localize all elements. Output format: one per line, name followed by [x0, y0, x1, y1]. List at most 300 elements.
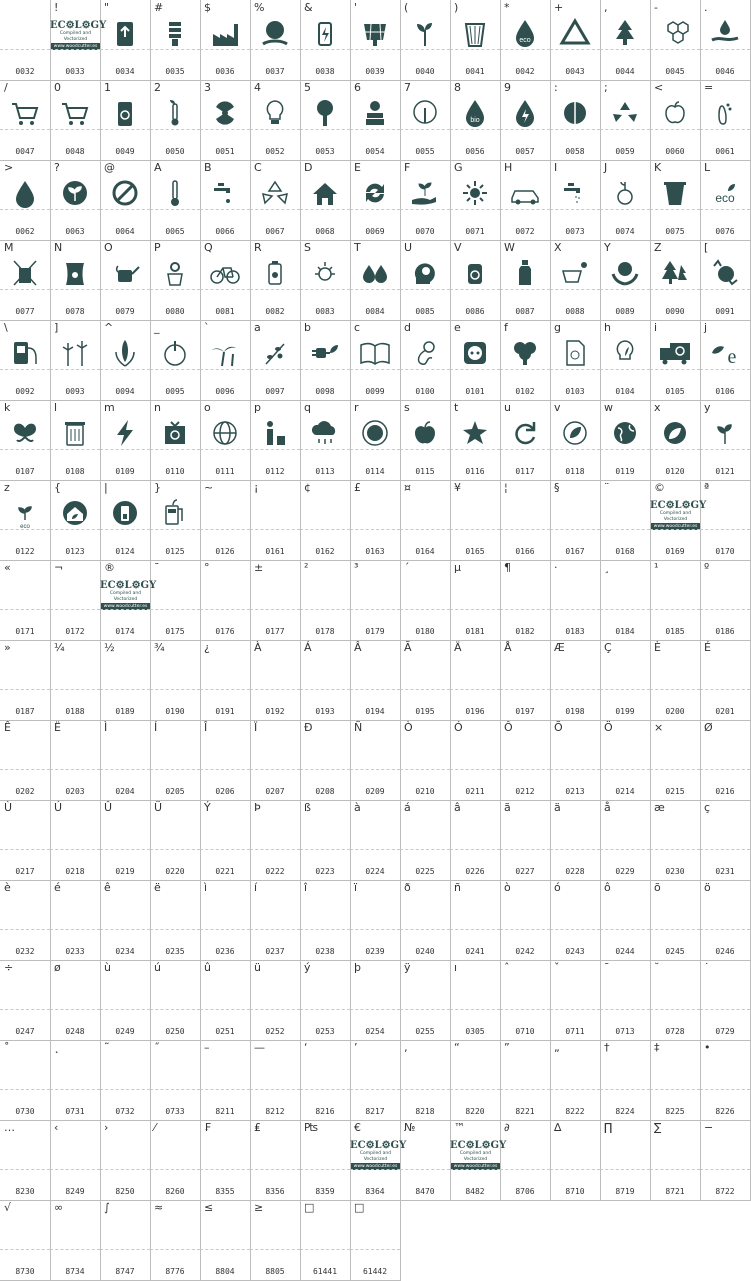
baseline-divider: [0, 609, 50, 610]
glyph-code: 8359: [315, 1187, 335, 1196]
glyph-code: 0074: [615, 227, 635, 236]
baseline-divider: [200, 1009, 250, 1010]
glyph-cell: [0, 160, 51, 241]
glyph-code: 0037: [265, 67, 285, 76]
glyph-code: 0102: [515, 387, 535, 396]
glyph-code: 0248: [65, 1027, 85, 1036]
glyph-code: 8355: [215, 1187, 235, 1196]
glyph-character: ¦: [504, 481, 508, 494]
baseline-divider: [700, 849, 750, 850]
glyph-code: 8260: [165, 1187, 185, 1196]
baseline-divider: [0, 129, 50, 130]
glyph-cell: [50, 640, 101, 721]
baseline-divider: [450, 529, 500, 530]
glyph-character: o: [204, 401, 211, 414]
glyph-character: #: [154, 1, 164, 14]
glyph-cell: [300, 400, 351, 481]
glyph-cell: [550, 1040, 601, 1121]
glyph-code: 0052: [265, 147, 285, 156]
glyph-code: 0230: [665, 867, 685, 876]
glyph-code: 0057: [515, 147, 535, 156]
apple-books-icon: [358, 96, 392, 130]
baseline-divider: [0, 1009, 50, 1010]
glyph-character: ₤: [254, 1121, 261, 1134]
glyph-code: 0196: [465, 707, 485, 716]
glyph-code: 8706: [515, 1187, 535, 1196]
glyph-code: 0218: [65, 867, 85, 876]
glyph-cell: [400, 1040, 451, 1121]
glyph-code: 8218: [415, 1107, 435, 1116]
glyph-character: N: [54, 241, 63, 254]
glyph-code: 8734: [65, 1267, 85, 1276]
glyph-code: 0213: [565, 787, 585, 796]
baseline-divider: [500, 849, 550, 850]
glyph-cell: [400, 480, 451, 561]
baseline-divider: [600, 769, 650, 770]
glyph-character: ›: [104, 1121, 109, 1134]
glyph-cell: [250, 800, 301, 881]
baseline-divider: [100, 1169, 150, 1170]
glyph-code: 0212: [515, 787, 535, 796]
baseline-divider: [250, 1009, 300, 1010]
glyph-character: h: [604, 321, 611, 334]
glyph-character: ò: [504, 881, 511, 894]
glyph-cell: [500, 1040, 551, 1121]
glyph-character: /: [4, 81, 8, 94]
glyph-character: (: [404, 1, 409, 14]
glyph-cell: [450, 0, 501, 81]
glyph-character: Ô: [504, 721, 513, 734]
baseline-divider: [700, 369, 750, 370]
glyph-cell: [400, 720, 451, 801]
baseline-divider: [0, 849, 50, 850]
glyph-cell: [350, 160, 401, 241]
eco-house-icon: [308, 176, 342, 210]
baseline-divider: [550, 49, 600, 50]
logo-title: EC⚙L⚙GY: [100, 580, 157, 591]
glyph-character: ˜: [104, 1041, 110, 1054]
glyph-code: 0053: [315, 147, 335, 156]
glyph-cell: [50, 880, 101, 961]
glyph-character: ”: [504, 1041, 510, 1054]
glyph-cell: [550, 720, 601, 801]
glyph-code: 0083: [315, 307, 335, 316]
glyph-code: 0108: [65, 467, 85, 476]
baseline-divider: [150, 289, 200, 290]
glyph-cell: [100, 560, 157, 641]
baseline-divider: [50, 49, 100, 50]
glyph-cell: [700, 400, 751, 481]
glyph-code: 0203: [65, 787, 85, 796]
glyph-cell: [400, 800, 451, 881]
glyph-code: 0113: [315, 467, 335, 476]
glyph-cell: [0, 560, 51, 641]
baseline-divider: [150, 1089, 200, 1090]
glyph-cell: [250, 160, 301, 241]
baseline-divider: [350, 929, 400, 930]
lightning-icon: [108, 416, 142, 450]
baseline-divider: [450, 769, 500, 770]
glyph-code: 0038: [315, 67, 335, 76]
glyph-character: Á: [304, 641, 312, 654]
glyph-character: G: [454, 161, 463, 174]
glyph-code: 0220: [165, 867, 185, 876]
pine-tree-icon: [608, 16, 642, 50]
glyph-cell: [250, 400, 301, 481]
baseline-divider: [100, 209, 150, 210]
glyph-code: 0068: [315, 227, 335, 236]
glyph-character: &: [304, 1, 313, 14]
glyph-character: ©: [654, 481, 665, 494]
glyph-cell: [150, 800, 201, 881]
glyph-character: g: [554, 321, 561, 334]
glyph-cell: [250, 240, 301, 321]
glyph-character: ₧: [304, 1121, 318, 1134]
glyph-cell: [300, 160, 351, 241]
glyph-code: 0122: [15, 547, 35, 556]
glyph-character: u: [504, 401, 511, 414]
glyph-code: 0198: [565, 707, 585, 716]
glyph-cell: [600, 240, 651, 321]
glyph-character: ˚: [4, 1041, 10, 1054]
baseline-divider: [150, 529, 200, 530]
glyph-code: 0096: [215, 387, 235, 396]
baseline-divider: [0, 49, 50, 50]
glyph-code: 8230: [15, 1187, 35, 1196]
glyph-cell: [300, 560, 351, 641]
olive-branch-icon: [258, 336, 292, 370]
glyph-character: -: [654, 1, 658, 14]
glyph-character: ö: [704, 881, 711, 894]
plug-leaf-icon: [308, 336, 342, 370]
glyph-character: □: [354, 1201, 365, 1214]
baseline-divider: [500, 129, 550, 130]
glyph-cell: [700, 640, 751, 721]
glyph-cell: [350, 80, 401, 161]
baseline-divider: [350, 449, 400, 450]
glyph-code: 61442: [362, 1267, 388, 1276]
glyph-cell: [550, 80, 601, 161]
baseline-divider: [400, 689, 450, 690]
glyph-code: 0188: [65, 707, 85, 716]
glyph-character: …: [4, 1121, 15, 1134]
baseline-divider: [350, 769, 400, 770]
glyph-cell: [250, 640, 301, 721]
ecology-logo: [650, 500, 707, 530]
glyph-character: B: [204, 161, 212, 174]
glyph-cell: [600, 400, 651, 481]
glyph-character: ‹: [54, 1121, 59, 1134]
glyph-character: ¨: [604, 481, 610, 494]
glyph-code: 0207: [265, 787, 285, 796]
head-globe-icon: [408, 256, 442, 290]
glyph-character: f: [504, 321, 508, 334]
glyph-cell: [700, 480, 751, 561]
baseline-divider: [350, 209, 400, 210]
corn-icon: [108, 336, 142, 370]
person-bin-icon: [258, 416, 292, 450]
glyph-code: 0182: [515, 627, 535, 636]
baseline-divider: [650, 1169, 700, 1170]
faucet-icon: [208, 176, 242, 210]
baseline-divider: [500, 449, 550, 450]
glyph-code: 0205: [165, 787, 185, 796]
glyph-character: ^: [104, 321, 114, 334]
glyph-code: 0042: [515, 67, 535, 76]
glyph-character: 2: [154, 81, 161, 94]
glyph-cell: [400, 560, 451, 641]
glyph-character: ): [454, 1, 459, 14]
glyph-cell: [700, 800, 751, 881]
watering-can-icon: [108, 256, 142, 290]
baseline-divider: [300, 769, 350, 770]
baseline-divider: [300, 689, 350, 690]
glyph-cell: [650, 1040, 701, 1121]
logo-title: EC⚙L⚙GY: [650, 500, 707, 511]
baseline-divider: [700, 689, 750, 690]
glyph-cell: [550, 1120, 601, 1201]
glyph-cell: [400, 960, 451, 1041]
glyph-character: j: [704, 321, 708, 334]
baseline-divider: [600, 449, 650, 450]
baseline-divider: [500, 1089, 550, 1090]
baseline-divider: [400, 449, 450, 450]
glyph-character: ‡: [654, 1041, 660, 1054]
glyph-code: 0050: [165, 147, 185, 156]
baseline-divider: [550, 449, 600, 450]
baseline-divider: [450, 449, 500, 450]
glyph-cell: [50, 0, 107, 81]
glyph-code: 8470: [415, 1187, 435, 1196]
glyph-cell: [50, 400, 101, 481]
glyph-cell: [50, 320, 101, 401]
glyph-cell: [100, 1120, 151, 1201]
glyph-code: 0251: [215, 1027, 235, 1036]
baseline-divider: [50, 289, 100, 290]
baseline-divider: [550, 769, 600, 770]
glyph-cell: [550, 240, 601, 321]
glyph-cell: [550, 320, 601, 401]
glyph-code: 0101: [465, 387, 485, 396]
glyph-cell: [500, 480, 551, 561]
glyph-cell: [200, 320, 251, 401]
glyph-character: R: [254, 241, 262, 254]
open-book-icon: [358, 336, 392, 370]
glyph-code: 0055: [415, 147, 435, 156]
glyph-cell: [0, 880, 51, 961]
baseline-divider: [600, 1089, 650, 1090]
glyph-code: 0172: [65, 627, 85, 636]
glyph-character: Õ: [554, 721, 563, 734]
glyph-code: 0731: [65, 1107, 85, 1116]
glyph-character: s: [404, 401, 410, 414]
glyph-character: •: [704, 1041, 711, 1054]
baseline-divider: [500, 369, 550, 370]
glyph-character: Ò: [404, 721, 413, 734]
glyph-cell: [0, 0, 51, 81]
svg-text:eco: eco: [519, 37, 531, 44]
glyph-cell: [300, 640, 351, 721]
glyph-cell: [400, 320, 451, 401]
glyph-code: 0111: [215, 467, 235, 476]
glyph-cell: [300, 1040, 351, 1121]
footprint-icon: [708, 96, 742, 130]
glyph-cell: [0, 1200, 51, 1281]
glyph-code: 0184: [615, 627, 635, 636]
glyph-cell: [50, 560, 101, 641]
glyph-code: 0216: [715, 787, 735, 796]
glyph-code: 0051: [215, 147, 235, 156]
refresh-icon: [508, 416, 542, 450]
glyph-character: _: [154, 321, 160, 334]
plug-cord-icon: [408, 336, 442, 370]
glyph-code: 8250: [115, 1187, 135, 1196]
glyph-character: Ú: [54, 801, 63, 814]
glyph-cell: [450, 1120, 507, 1201]
glyph-character: Ä: [454, 641, 462, 654]
ev-charger-icon: [8, 336, 42, 370]
glyph-code: 0092: [15, 387, 35, 396]
glyph-cell: [200, 800, 251, 881]
glyph-cell: [400, 80, 451, 161]
glyph-cell: [300, 880, 351, 961]
glyph-character: 6: [354, 81, 361, 94]
glyph-character: ‘: [304, 1041, 308, 1054]
baseline-divider: [100, 1009, 150, 1010]
glyph-code: 0076: [715, 227, 735, 236]
baseline-divider: [500, 929, 550, 930]
glyph-code: 0091: [715, 307, 735, 316]
glyph-character: 5: [304, 81, 311, 94]
glyph-cell: [200, 400, 251, 481]
glyph-character: Y: [604, 241, 611, 254]
glyph-cell: [650, 80, 701, 161]
glyph-code: 0199: [615, 707, 635, 716]
glyph-code: 0175: [165, 627, 185, 636]
glyph-character: S: [304, 241, 311, 254]
glyph-code: 0163: [365, 547, 385, 556]
baseline-divider: [550, 129, 600, 130]
logo-url: www.woodcutter.es: [51, 43, 100, 50]
glyph-character: é: [54, 881, 61, 894]
tree-icon: [308, 96, 342, 130]
electric-car-icon: [508, 176, 542, 210]
baseline-divider: [400, 49, 450, 50]
glyph-character: A: [154, 161, 162, 174]
glyph-character: ½: [104, 641, 115, 654]
baseline-divider: [100, 449, 150, 450]
glyph-code: 0105: [665, 387, 685, 396]
glyph-cell: [50, 80, 101, 161]
glyph-code: 0086: [465, 307, 485, 316]
baseline-divider: [350, 1169, 400, 1170]
glyph-cell: [200, 1200, 251, 1281]
baseline-divider: [450, 49, 500, 50]
glyph-character: d: [404, 321, 411, 334]
baseline-divider: [350, 49, 400, 50]
glyph-character: n: [154, 401, 161, 414]
baseline-divider: [300, 209, 350, 210]
solar-sun-icon: [558, 256, 592, 290]
glyph-cell: [350, 240, 401, 321]
glyph-character: ×: [654, 721, 664, 734]
glyph-code: 0242: [515, 947, 535, 956]
recycle-globe-icon: [708, 256, 742, 290]
baseline-divider: [350, 849, 400, 850]
glyph-cell: [600, 0, 651, 81]
glyph-character: ü: [254, 961, 261, 974]
glyph-character: ™: [454, 1121, 465, 1134]
glyph-character: K: [654, 161, 662, 174]
glyph-code: 0174: [115, 627, 135, 636]
glyph-code: 0239: [365, 947, 385, 956]
globe-hand-icon: [258, 16, 292, 50]
glyph-character: ß: [304, 801, 311, 814]
baseline-divider: [450, 1089, 500, 1090]
glyph-cell: [0, 320, 51, 401]
baseline-divider: [300, 1169, 350, 1170]
glyph-cell: [700, 1040, 751, 1121]
glyph-code: 0032: [15, 67, 35, 76]
glyph-cell: [500, 400, 551, 481]
glyph-character: ã: [504, 801, 511, 814]
baseline-divider: [400, 769, 450, 770]
glyph-code: 0204: [115, 787, 135, 796]
recycle-bin-icon: [108, 16, 142, 50]
glyph-cell: [500, 720, 551, 801]
glyph-code: 0097: [265, 387, 285, 396]
glyph-cell: [150, 400, 201, 481]
glyph-cell: [550, 560, 601, 641]
baseline-divider: [200, 689, 250, 690]
glyph-character: .: [704, 1, 708, 14]
glyph-code: 0732: [115, 1107, 135, 1116]
baseline-divider: [500, 609, 550, 610]
baseline-divider: [100, 49, 150, 50]
glyph-character: 0: [54, 81, 61, 94]
baseline-divider: [200, 929, 250, 930]
glyph-character: Û: [104, 801, 113, 814]
baseline-divider: [250, 529, 300, 530]
glyph-character: ˆ: [504, 961, 510, 974]
glyph-character: þ: [354, 961, 361, 974]
ecology-logo: [450, 1140, 507, 1170]
glyph-code: 0241: [465, 947, 485, 956]
baseline-divider: [300, 529, 350, 530]
glyph-character: @: [104, 161, 115, 174]
glyph-code: 0206: [215, 787, 235, 796]
glyph-cell: [700, 560, 751, 641]
glyph-code: 8482: [465, 1187, 485, 1196]
glyph-code: 8722: [715, 1187, 735, 1196]
svg-text:eco: eco: [715, 191, 735, 205]
glyph-character: Î: [204, 721, 208, 734]
glyph-cell: [700, 1120, 751, 1201]
glyph-character: ': [354, 1, 358, 14]
glyph-cell: [700, 80, 751, 161]
glyph-code: 0098: [315, 387, 335, 396]
glyph-cell: [350, 0, 401, 81]
glyph-cell: [600, 640, 651, 721]
globe-circle-icon: [358, 416, 392, 450]
glyph-cell: [150, 960, 201, 1041]
glyph-code: 0110: [165, 467, 185, 476]
glyph-cell: [350, 1040, 401, 1121]
baseline-divider: [150, 1169, 200, 1170]
baseline-divider: [550, 369, 600, 370]
glyph-code: 0730: [15, 1107, 35, 1116]
glyph-code: 0164: [415, 547, 435, 556]
